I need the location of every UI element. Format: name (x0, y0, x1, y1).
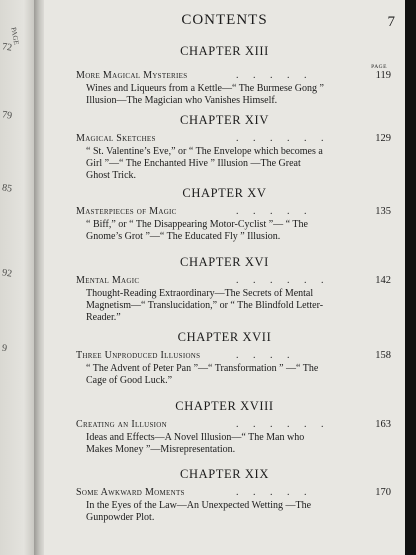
page-folio: 7 (387, 14, 395, 30)
dark-background-edge (405, 0, 416, 555)
chapter-description: “ St. Valentine’s Eve,” or “ The Envelope which becomes a Girl ”—“ The Enchanted Hive ” Illusion —The Great Ghost Trick. (86, 146, 323, 181)
chapter-title: Magical Sketches (76, 133, 156, 144)
chapter-heading: CHAPTER XIX (180, 467, 269, 481)
left-page-number: 85 (1, 182, 13, 195)
chapter-heading: CHAPTER XIV (180, 113, 269, 127)
leader-dots: . . . . . . (236, 133, 330, 144)
chapter-description: “ The Advent of Peter Pan ”—“ Transformation ” —“ The Cage of Good Luck.” (86, 363, 319, 386)
facing-page-edge (0, 0, 34, 555)
chapter-title: Some Awkward Moments (76, 487, 185, 498)
left-page-number: 79 (1, 109, 13, 122)
left-page-number: 92 (1, 267, 13, 280)
chapter-title: Creating an Illusion (76, 419, 167, 430)
chapter-block (44, 112, 405, 182)
chapter-title: Three Unproduced Illusions (76, 350, 201, 361)
chapter-description: Thought-Reading Extraordinary—The Secrets of Mental Magnetism—“ Translucidation,” or “ The Blindfold Letter-Reader.” (86, 288, 324, 323)
toc-entry[interactable] (76, 487, 391, 524)
chapter-heading: CHAPTER XV (182, 186, 267, 200)
chapter-description: Ideas and Effects—A Novel Illusion—“ The Man who Makes Money ”—Misrepresentation. (86, 432, 305, 455)
leader-dots: . . . . . . (236, 419, 330, 430)
chapter-block (44, 43, 405, 107)
toc-entry[interactable] (76, 133, 391, 182)
leader-dots: . . . . . (236, 70, 313, 81)
chapter-heading: CHAPTER XVII (177, 330, 272, 344)
leader-dots: . . . . . (236, 206, 313, 217)
chapter-description: “ Biff,” or “ The Disappearing Motor-Cyclist ”— “ The Gnome’s Grot ”—“ The Educated Fly ” Illusion. (86, 219, 308, 242)
chapter-title: Mental Magic (76, 275, 140, 286)
page-number: 163 (375, 419, 391, 430)
toc-entry[interactable] (76, 419, 391, 456)
leader-dots: . . . . . (236, 487, 313, 498)
page-number: 170 (375, 487, 391, 498)
chapter-heading: CHAPTER XIII (180, 44, 269, 58)
page-number: 158 (375, 350, 391, 361)
leader-dots: . . . . (236, 350, 296, 361)
left-page-number: 9 (1, 342, 8, 355)
chapter-title: Masterpieces of Magic (76, 206, 177, 217)
toc-entry[interactable] (76, 275, 391, 324)
page-title: CONTENTS (181, 12, 268, 28)
chapter-title: More Magical Mysteries (76, 70, 188, 81)
chapter-block (44, 185, 405, 243)
page-number: 119 (375, 70, 391, 81)
left-page-label: PAGE (9, 26, 21, 46)
page-header (44, 12, 405, 32)
left-page-number: 72 (1, 41, 13, 54)
chapter-block (44, 398, 405, 456)
chapter-block (44, 254, 405, 324)
page-number: 129 (375, 133, 391, 144)
toc-entry[interactable] (76, 350, 391, 387)
book-gutter (34, 0, 44, 555)
toc-entry[interactable] (76, 64, 391, 107)
chapter-block (44, 466, 405, 524)
chapter-heading: CHAPTER XVI (180, 255, 269, 269)
page-number: 142 (375, 275, 391, 286)
chapter-description: In the Eyes of the Law—An Unexpected Wetting —The Gunpowder Plot. (86, 500, 312, 523)
page-number: 135 (375, 206, 391, 217)
toc-entry[interactable] (76, 206, 391, 243)
page-column-label: PAGE (371, 64, 387, 70)
chapter-block (44, 329, 405, 387)
contents-page (44, 0, 405, 555)
chapter-description: Wines and Liqueurs from a Kettle—“ The Burmese Gong ” Illusion—The Magician who Vanishes Himself. (86, 83, 324, 106)
leader-dots: . . . . . . (236, 275, 330, 286)
chapter-heading: CHAPTER XVIII (175, 399, 274, 413)
